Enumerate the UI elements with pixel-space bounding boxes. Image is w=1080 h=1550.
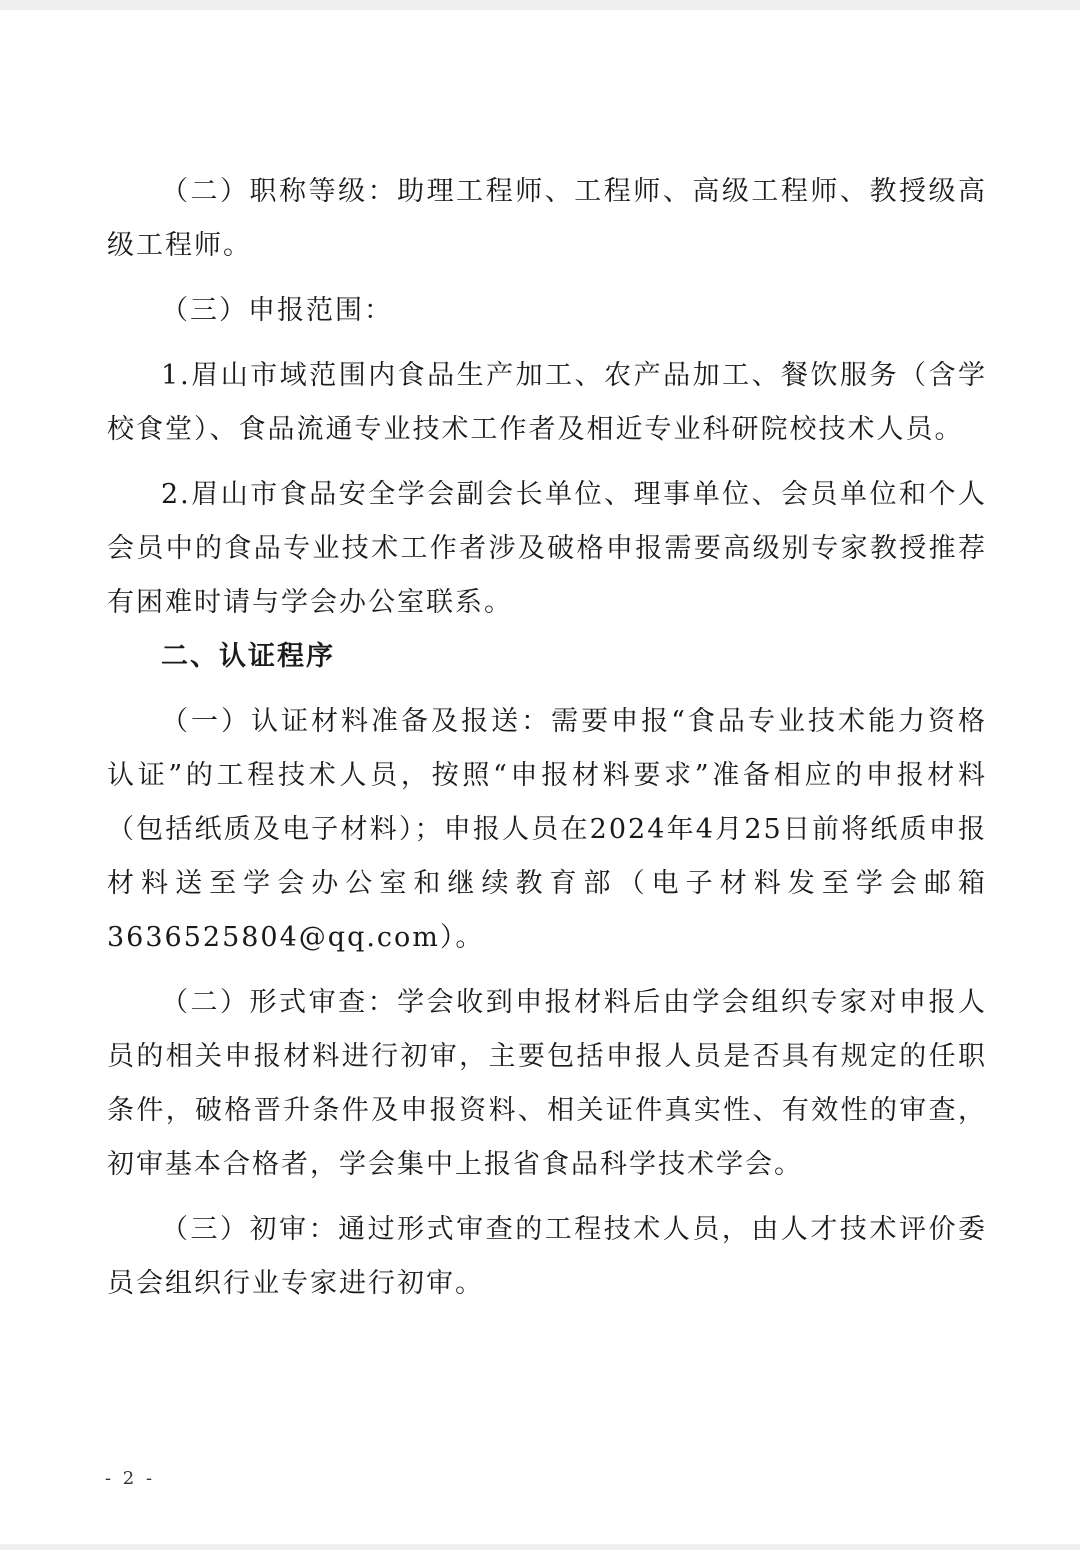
section-heading: 二、认证程序 xyxy=(161,641,335,672)
paragraph-title-levels: （二）职称等级：助理工程师、工程师、高级工程师、教授级高级工程师。 xyxy=(107,176,987,261)
paragraph-scope-item-1: 1.眉山市域范围内食品生产加工、农产品加工、餐饮服务（含学校食堂）、食品流通专业技术工作者及相近专业科研院校技术人员。 xyxy=(107,360,987,445)
paragraph-procedure-2: （二）形式审查：学会收到申报材料后由学会组织专家对申报人员的相关申报材料进行初审，主要包括申报人员是否具有规定的任职条件，破格晋升条件及申报资料、相关证件真实性、有效性的审查，初审基本合格者，学会集中上报省食品科学技术学会。 xyxy=(107,987,987,1180)
paragraph-procedure-3: （三）初审：通过形式审查的工程技术人员，由人才技术评价委员会组织行业专家进行初审。 xyxy=(107,1214,987,1299)
page-number: - 2 - xyxy=(105,1468,156,1489)
document-body xyxy=(107,165,987,1311)
document-page xyxy=(0,10,1080,1544)
paragraph-scope-item-2: 2.眉山市食品安全学会副会长单位、理事单位、会员单位和个人会员中的食品专业技术工作者涉及破格申报需要高级别专家教授推荐有困难时请与学会办公室联系。 xyxy=(107,479,987,618)
paragraph-scope-heading: （三）申报范围： xyxy=(161,295,393,326)
paragraph-procedure-1: （一）认证材料准备及报送：需要申报“食品专业技术能力资格认证”的工程技术人员，按照“申报材料要求”准备相应的申报材料（包括纸质及电子材料）；申报人员在2024年4月25日前将纸质申报材料送至学会办公室和继续教育部（电子材料发至学会邮箱3636525804@qq.com）。 xyxy=(107,706,987,953)
